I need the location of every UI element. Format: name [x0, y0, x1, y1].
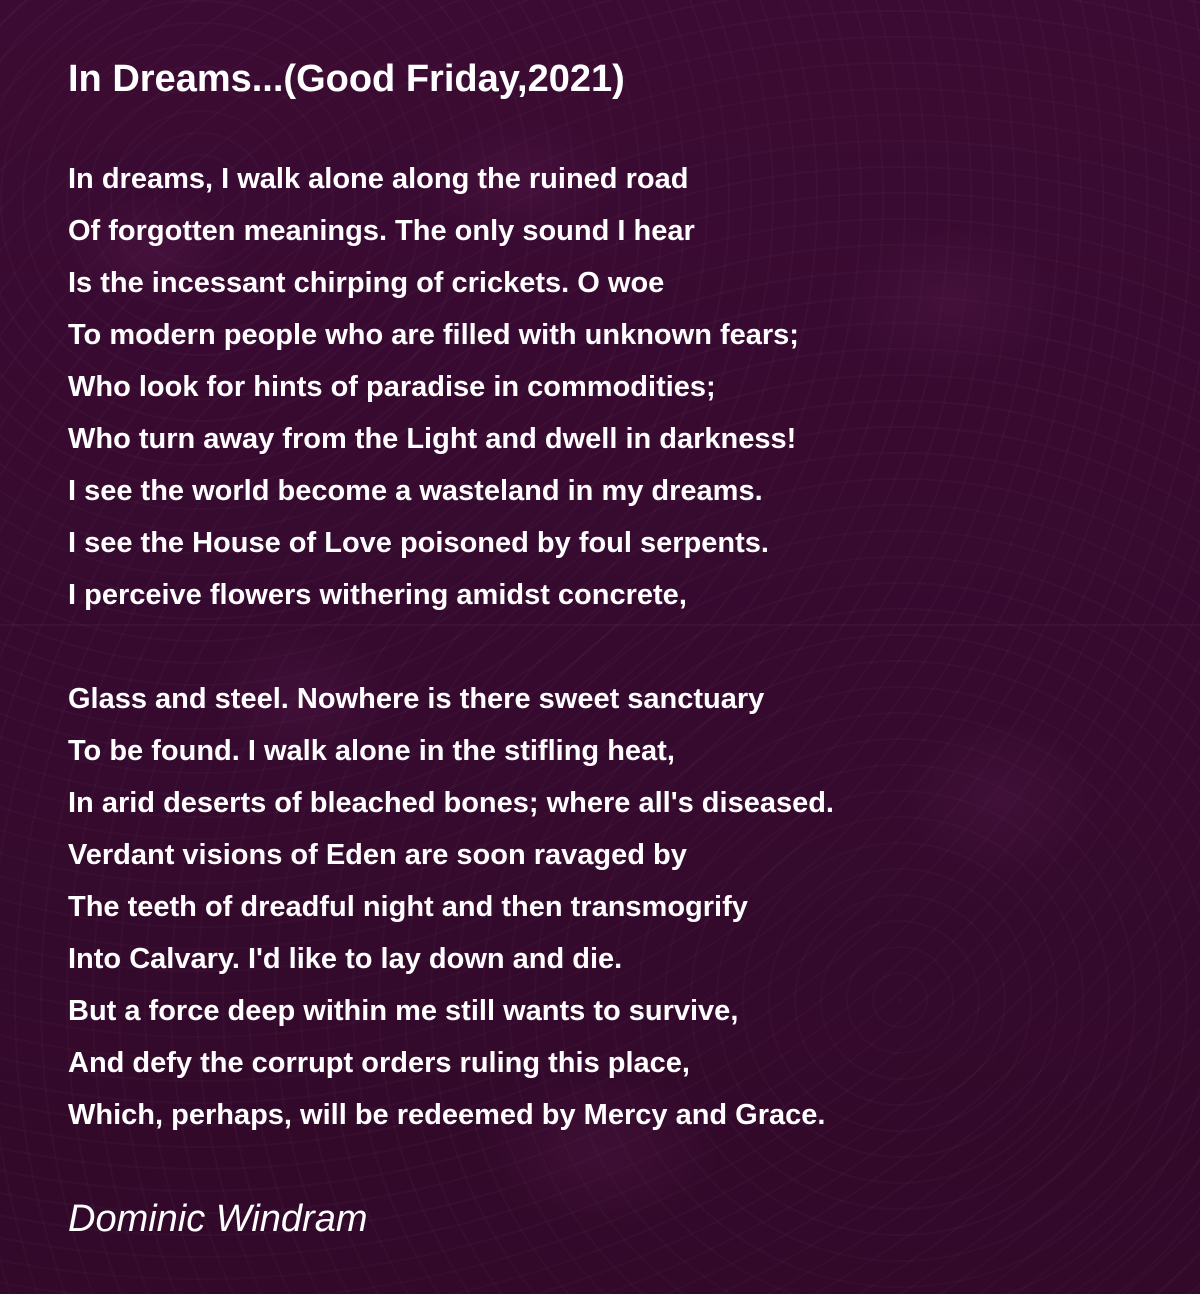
poem-line: Verdant visions of Eden are soon ravaged by: [68, 839, 687, 871]
stanza-1: [68, 153, 1168, 621]
poem-line: Is the incessant chirping of crickets. O woe: [68, 267, 665, 299]
stanza-2: [68, 673, 1168, 1141]
poem-line: Who look for hints of paradise in commodities;: [68, 371, 716, 403]
poem-line: Into Calvary. I'd like to lay down and die.: [68, 943, 623, 975]
poem-line: And defy the corrupt orders ruling this place,: [68, 1047, 690, 1079]
poem-line: Of forgotten meanings. The only sound I hear: [68, 215, 695, 247]
poem-line: I perceive flowers withering amidst concrete,: [68, 579, 687, 611]
poem-line: In arid deserts of bleached bones; where all's diseased.: [68, 787, 834, 819]
poem-title: In Dreams...(Good Friday,2021): [68, 58, 625, 100]
poem-line: Who turn away from the Light and dwell in darkness!: [68, 423, 797, 455]
poem-line: But a force deep within me still wants to survive,: [68, 995, 739, 1027]
poem-line: To modern people who are filled with unknown fears;: [68, 319, 799, 351]
poem-line: To be found. I walk alone in the stifling heat,: [68, 735, 675, 767]
poem-line: The teeth of dreadful night and then transmogrify: [68, 891, 748, 923]
poem-line: I see the world become a wasteland in my dreams.: [68, 475, 763, 507]
poem-body: [68, 153, 1168, 1141]
poem-line: I see the House of Love poisoned by foul serpents.: [68, 527, 769, 559]
author-name: Dominic Windram: [68, 1198, 368, 1240]
poem-line: In dreams, I walk alone along the ruined road: [68, 163, 689, 195]
poem-line: Which, perhaps, will be redeemed by Mercy and Grace.: [68, 1099, 826, 1131]
poem-line: Glass and steel. Nowhere is there sweet sanctuary: [68, 683, 765, 715]
